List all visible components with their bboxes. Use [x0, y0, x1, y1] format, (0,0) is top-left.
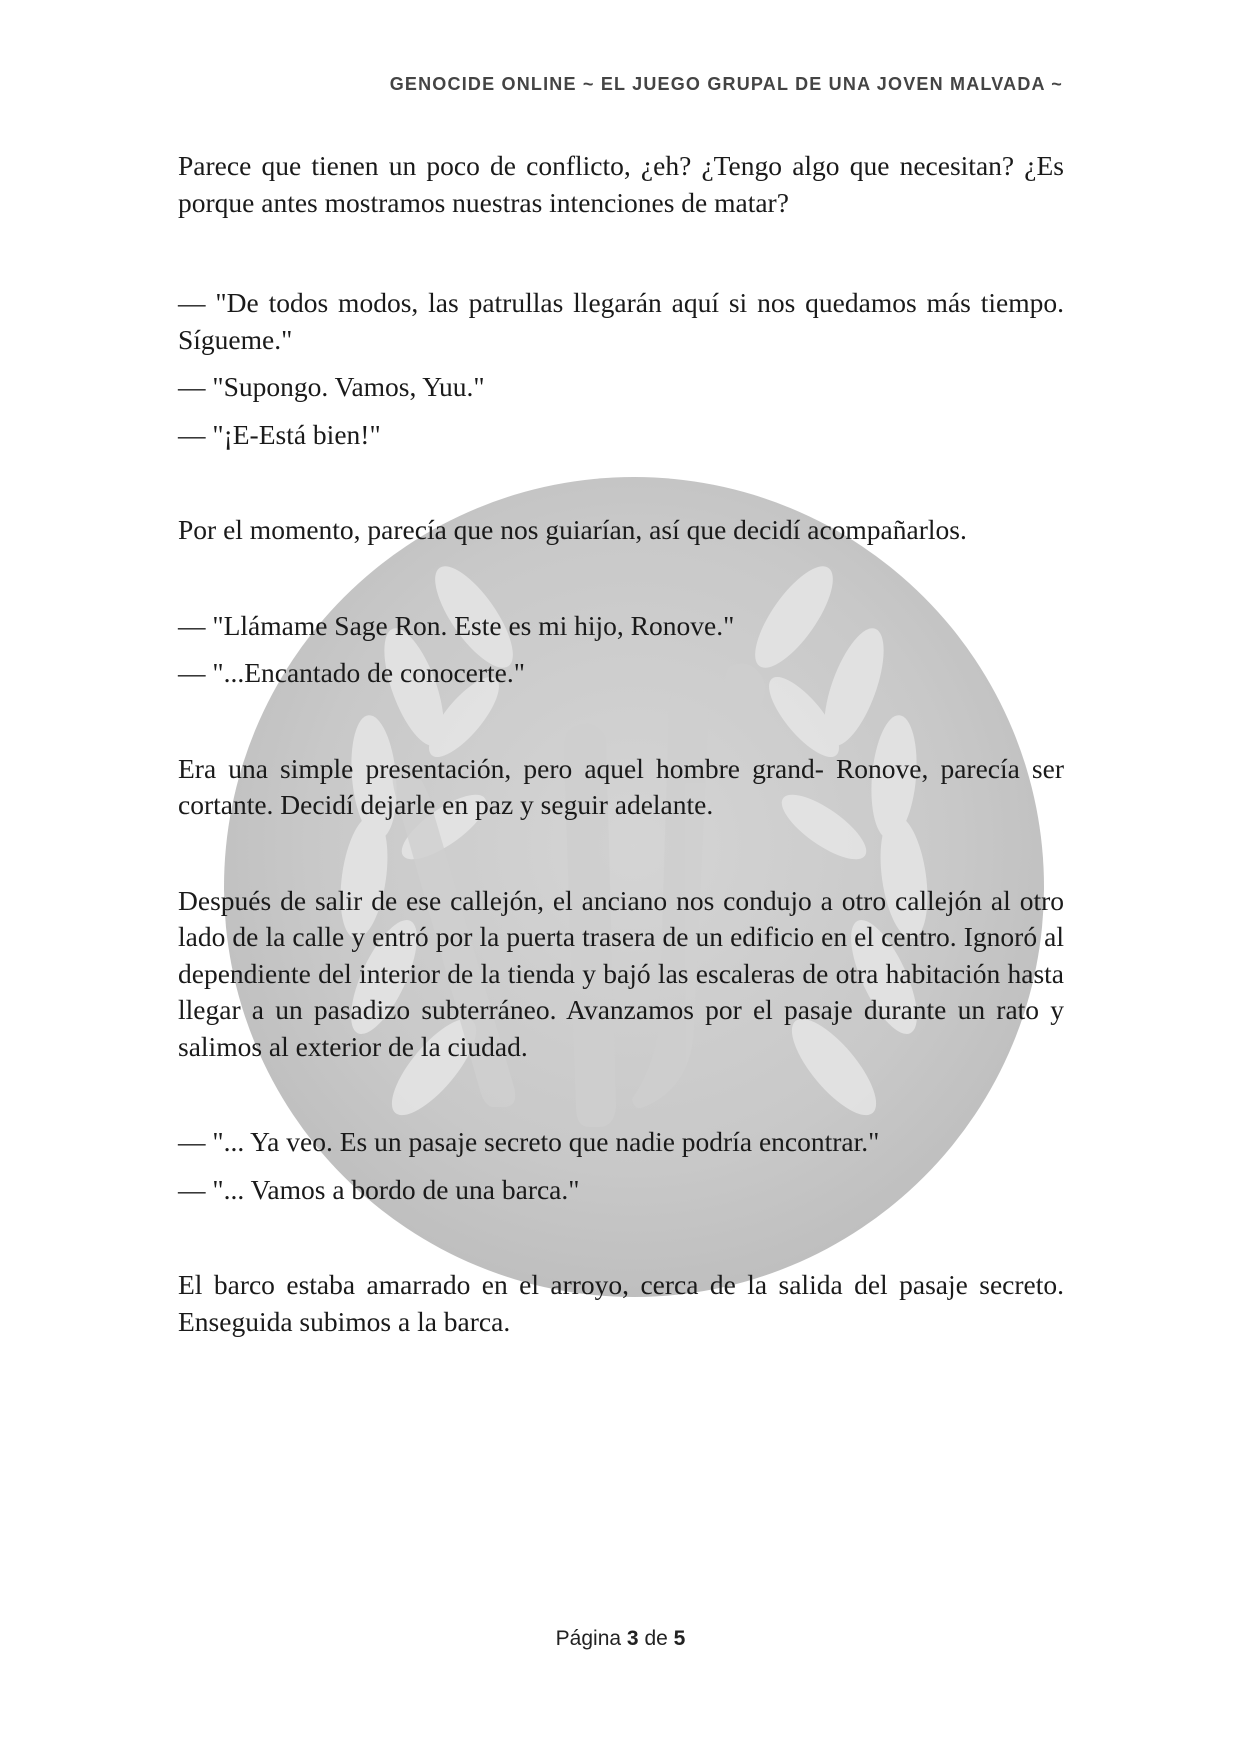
- paragraph: Por el momento, parecía que nos guiarían, así que decidí acompañarlos.: [178, 514, 967, 545]
- running-header: GENOCIDE ONLINE ~ EL JUEGO GRUPAL DE UNA JOVEN MALVADA ~: [389, 74, 1063, 94]
- paragraph: Parece que tienen un poco de conflicto, ¿eh? ¿Tengo algo que necesitan? ¿Es porque antes mostramos nuestras intenciones de matar?: [178, 150, 1064, 218]
- paragraph: El barco estaba amarrado en el arroyo, cerca de la salida del pasaje secreto. Enseguida subimos a la barca.: [178, 1269, 1064, 1337]
- page-label: Página: [555, 1627, 622, 1650]
- total-pages-number: 5: [673, 1627, 686, 1650]
- page-of-label: de: [644, 1627, 668, 1650]
- body-text: [178, 148, 1064, 1340]
- page-footer: [0, 1627, 1241, 1651]
- paragraph: Después de salir de ese callejón, el anciano nos condujo a otro callejón al otro lado de la calle y entró por la puerta trasera de un edificio en el centro. Ignoró al dependiente del interior de la tienda y bajó las escaleras de otra habitación hasta llegar a un pasadizo subterráneo. Avanzamos por el pasaje durante un rato y salimos al exterior de la ciudad.: [178, 884, 1064, 1062]
- dialogue-line: — "...Encantado de conocerte.": [178, 657, 525, 688]
- current-page-number: 3: [626, 1627, 639, 1650]
- dialogue-line: — "Supongo. Vamos, Yuu.": [178, 371, 485, 402]
- dialogue-line: — "... Vamos a bordo de una barca.": [178, 1173, 580, 1205]
- dialogue-line: — "Llámame Sage Ron. Este es mi hijo, Ronove.": [178, 609, 735, 641]
- paragraph: Era una simple presentación, pero aquel hombre grand- Ronove, parecía ser cortante. Decidí dejarle en paz y seguir adelante.: [178, 752, 1064, 820]
- dialogue-line: — "¡E-Está bien!": [178, 418, 381, 450]
- dialogue-line: — "De todos modos, las patrullas llegarán aquí si nos quedamos más tiempo. Sígueme.": [178, 287, 1064, 355]
- dialogue-line: — "... Ya veo. Es un pasaje secreto que nadie podría encontrar.": [178, 1126, 880, 1157]
